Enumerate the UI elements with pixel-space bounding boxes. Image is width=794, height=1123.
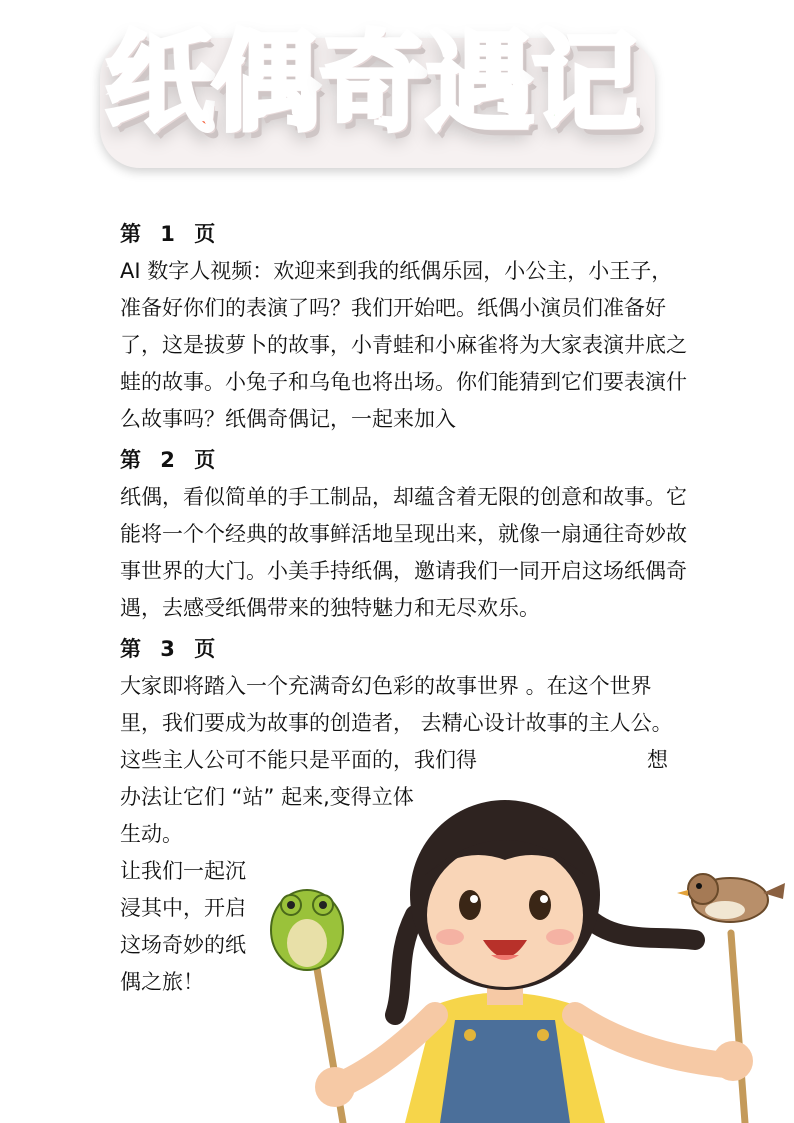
page-3-text-b: 办法让它们 “站” 起来,变得立体生动。	[120, 785, 414, 846]
girl-figure	[315, 800, 753, 1123]
page-3-text-a-main: 大家即将踏入一个充满奇幻色彩的故事世界 。在这个世界里，我们要成为故事的创造者， 去精心设计故事的主人公。这些主人公可不能只是平面的，我们得	[120, 674, 673, 772]
page-3-label: 第 3 页	[120, 637, 222, 661]
sparrow-puppet	[677, 874, 785, 1123]
girl-with-puppets-illustration	[255, 765, 785, 1123]
page-3-text-a-tail: 想	[647, 748, 668, 772]
page-3-text-a	[120, 668, 690, 779]
title-char-2: 偶	[212, 21, 321, 146]
title-banner	[100, 8, 660, 173]
title-char-1: 纸	[106, 21, 215, 146]
page-2-text: 纸偶，看似简单的手工制品，却蕴含着无限的创意和故事。它能将一个个经典的故事鲜活地呈现出来，就像一扇通往奇妙故事世界的大门。小美手持纸偶，邀请我们一同开启这场纸偶奇遇，去感受纸偶带来的独特魅力和无尽欢乐。	[120, 485, 687, 620]
title-char-5: 记	[532, 21, 641, 146]
page-3-text-c: 让我们一起沉浸其中，开启这场奇妙的纸偶之旅！	[120, 859, 246, 994]
page-1-text: AI 数字人视频：欢迎来到我的纸偶乐园，小公主，小王子，准备好你们的表演了吗？我们开始吧。纸偶小演员们准备好了，这是拔萝卜的故事，小青蛙和小麻雀将为大家表演井底之蛙的故事。小兔子和乌龟也将出场。你们能猜到它们要表演什么故事吗？纸偶奇偶记，一起来加入	[120, 259, 687, 431]
title-char-4: 遇	[426, 21, 535, 146]
page-1-label: 第 1 页	[120, 222, 222, 246]
page-2-label: 第 2 页	[120, 448, 222, 472]
title-char-3: 奇	[320, 21, 429, 146]
